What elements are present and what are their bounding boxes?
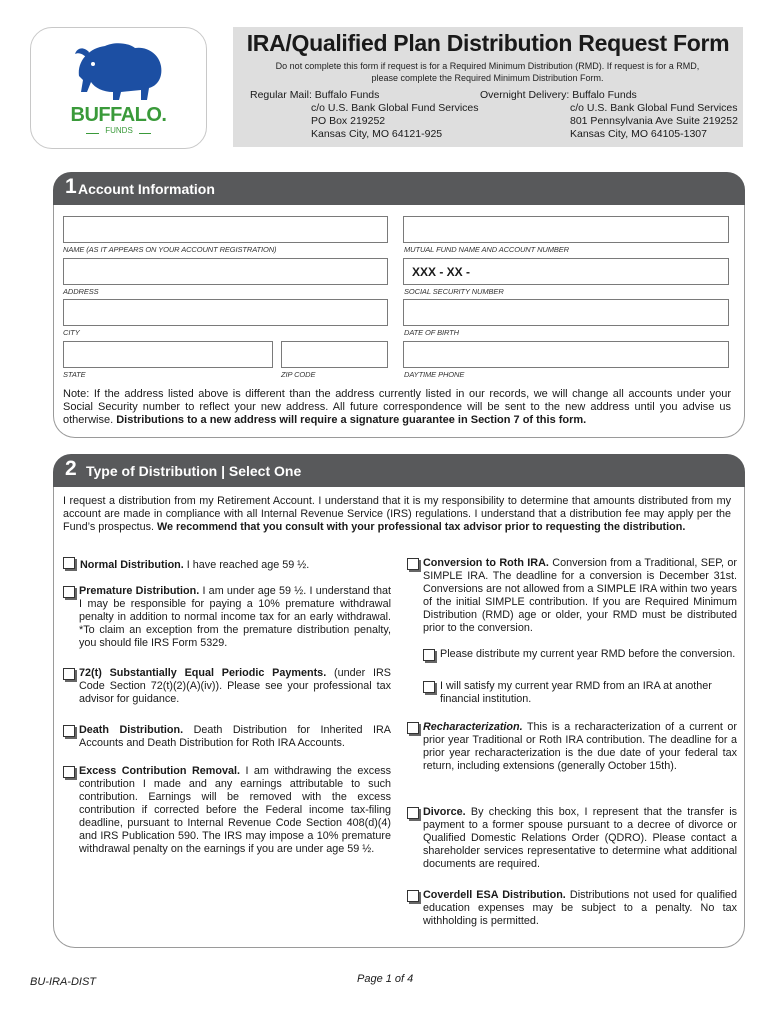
sub-option-rmd-elsewhere[interactable]: [423, 680, 737, 706]
rmd-note-line-2: please complete the Required Minimum Distribution Form.: [371, 73, 604, 83]
option-normal-distribution[interactable]: [63, 557, 391, 572]
option-title: Excess Contribution Removal.: [79, 765, 240, 777]
regular-mail-address: [250, 89, 479, 141]
rmd-note-line-1: Do not complete this form if request is for a Required Minimum Distribution (RMD). If request is for a RMD,: [275, 61, 700, 71]
state-field[interactable]: [63, 341, 273, 368]
option-text: By checking this box, I represent that the transfer is payment to a former spouse pursuant to a decree of divorce or Qualified Domestic Relations Order (QDRO). Please contact a shareholder services representative to determine what additional documents are required.: [423, 806, 737, 870]
page-title: IRA/Qualified Plan Distribution Request Form: [246, 30, 730, 56]
address-label: ADDRESS: [63, 287, 99, 296]
logo-box: [30, 27, 207, 149]
option-text: Conversion from a Traditional, SEP, or SIMPLE IRA. The deadline for a conversion is December 31st. Conversions are not allowed from a SIMPLE IRA within two years of the initial SIMPLE contribution. If you are Required Minimum Distribution (RMD) age or older, your RMD must be distributed prior to the conversion.: [423, 557, 737, 634]
checkbox[interactable]: [407, 722, 419, 734]
regular-mail-label: Regular Mail: Buffalo Funds: [250, 89, 380, 101]
section-title: Type of Distribution | Select One: [86, 463, 302, 479]
logo-sub: FUNDS: [99, 126, 139, 135]
regular-mail-line: PO Box 219252: [311, 115, 386, 127]
overnight-line: Kansas City, MO 64105-1307: [570, 128, 707, 140]
section-1-header: [53, 172, 745, 205]
city-field[interactable]: [63, 299, 388, 326]
option-title: Normal Distribution.: [80, 559, 184, 571]
name-label: NAME (AS IT APPEARS ON YOUR ACCOUNT REGISTRATION): [63, 245, 277, 254]
address-note-bold: Distributions to a new address will require a signature guarantee in Section 7 of this form.: [116, 414, 587, 426]
option-premature-distribution[interactable]: [63, 585, 391, 650]
option-text: Distributions not used for qualified education expenses may be subject to a penalty. No tax withholding is permitted.: [423, 889, 737, 927]
overnight-address: [480, 89, 738, 141]
intro-bold: We recommend that you consult with your professional tax advisor prior to requesting the distribution.: [157, 521, 686, 533]
checkbox[interactable]: [423, 649, 435, 661]
regular-mail-line: c/o U.S. Bank Global Fund Services: [311, 102, 479, 114]
option-title: Coverdell ESA Distribution.: [423, 889, 566, 901]
dob-field[interactable]: [403, 299, 729, 326]
address-note-text: Note: If the address listed above is different than the address currently listed in our records, we will change all accounts under your Social Security number to reflect your new address. All future correspondence will be sent to the new address until you advise us otherwise.: [63, 388, 731, 426]
option-title: Conversion to Roth IRA.: [423, 557, 549, 569]
option-death-distribution[interactable]: [63, 724, 391, 750]
fund-account-label: MUTUAL FUND NAME AND ACCOUNT NUMBER: [404, 245, 569, 254]
page-number: Page 1 of 4: [357, 973, 414, 985]
sub-option-rmd-before[interactable]: [423, 648, 737, 661]
dob-label: DATE OF BIRTH: [404, 328, 459, 337]
overnight-line: 801 Pennsylvania Ave Suite 219252: [570, 115, 738, 127]
phone-label: DAYTIME PHONE: [404, 370, 465, 379]
checkbox[interactable]: [407, 807, 419, 819]
option-recharacterization[interactable]: [407, 721, 737, 773]
address-field[interactable]: [63, 258, 388, 285]
checkbox[interactable]: [63, 766, 75, 778]
section-number: 1: [65, 175, 77, 198]
logo-text: BUFFALO.: [70, 104, 167, 126]
option-title: Divorce.: [423, 806, 466, 818]
city-label: CITY: [63, 328, 80, 337]
section-title: Account Information: [78, 181, 215, 197]
fund-account-field[interactable]: [403, 216, 729, 243]
ssn-field[interactable]: [403, 258, 729, 285]
section-2-header: [53, 454, 745, 487]
overnight-line: c/o U.S. Bank Global Fund Services: [570, 102, 738, 114]
checkbox[interactable]: [63, 586, 75, 598]
option-text: I am under age 59 ½. I understand that I may be responsible for paying a 10% premature withdrawal penalty in addition to normal income tax for an early withdrawal. *To claim an exception from the premature distribution penalty, you should file IRS Form 5329.: [79, 585, 391, 649]
sub-option-text: Please distribute my current year RMD before the conversion.: [440, 648, 736, 660]
overnight-label: Overnight Delivery: Buffalo Funds: [480, 89, 637, 101]
option-text: I am withdrawing the excess contribution I made and any earnings attributable to such contribution. Earnings will be removed with the excess contribution if corrected before the Federal income tax-filing deadline, pursuant to Internal Revenue Code Section 408(d)(4) and IRS Publication 590. The IRS may impose a 10% premature withdrawal penalty on the earnings if you are under age 59 ½.: [79, 765, 391, 855]
checkbox[interactable]: [407, 558, 419, 570]
option-roth-conversion[interactable]: [407, 557, 737, 635]
option-text: (under IRS Code Section 72(t)(2)(A)(iv)). Please see your professional tax advisor for guidance.: [79, 667, 391, 705]
name-field[interactable]: [63, 216, 388, 243]
option-title: Recharacterization.: [423, 721, 523, 733]
checkbox[interactable]: [63, 668, 75, 680]
checkbox[interactable]: [423, 681, 435, 693]
buffalo-logo-icon: [69, 36, 169, 102]
option-divorce[interactable]: [407, 806, 737, 871]
address-note: [63, 388, 731, 427]
state-label: STATE: [63, 370, 86, 379]
rmd-note: [250, 60, 725, 84]
ssn-prefill: XXX - XX -: [412, 265, 471, 279]
option-text: Death Distribution for Inherited IRA Accounts and Death Distribution for Roth IRA Accounts.: [79, 724, 391, 749]
zip-field[interactable]: [281, 341, 388, 368]
checkbox[interactable]: [63, 725, 75, 737]
ssn-label: SOCIAL SECURITY NUMBER: [404, 287, 504, 296]
form-code: BU-IRA-DIST: [30, 976, 96, 988]
option-title: 72(t) Substantially Equal Periodic Payments.: [79, 667, 327, 679]
distribution-intro: [63, 495, 731, 534]
zip-label: ZIP CODE: [281, 370, 316, 379]
option-text: This is a recharacterization of a current or prior year Traditional or Roth IRA contribution. The deadline for a prior year recharacterization is the due date of your federal tax return, including extensions (generally October 15th).: [423, 721, 737, 772]
option-excess-contribution[interactable]: [63, 765, 391, 856]
checkbox[interactable]: [407, 890, 419, 902]
option-72t-payments[interactable]: [63, 667, 391, 706]
regular-mail-line: Kansas City, MO 64121-925: [311, 128, 443, 140]
sub-option-text: I will satisfy my current year RMD from an IRA at another financial institution.: [440, 680, 712, 705]
section-number: 2: [65, 457, 77, 480]
intro-text: I request a distribution from my Retirement Account. I understand that it is my responsibility to determine that amounts distributed from my account are made in compliance with all Internal Revenue Service (IRS) regulations. I understand that a distribution fee may apply per the Fund’s prospectus.: [63, 495, 731, 533]
option-title: Premature Distribution.: [79, 585, 200, 597]
checkbox[interactable]: [63, 557, 75, 569]
option-title: Death Distribution.: [79, 724, 184, 736]
option-text: I have reached age 59 ½.: [183, 559, 310, 571]
phone-field[interactable]: [403, 341, 729, 368]
option-coverdell-esa[interactable]: [407, 889, 737, 928]
